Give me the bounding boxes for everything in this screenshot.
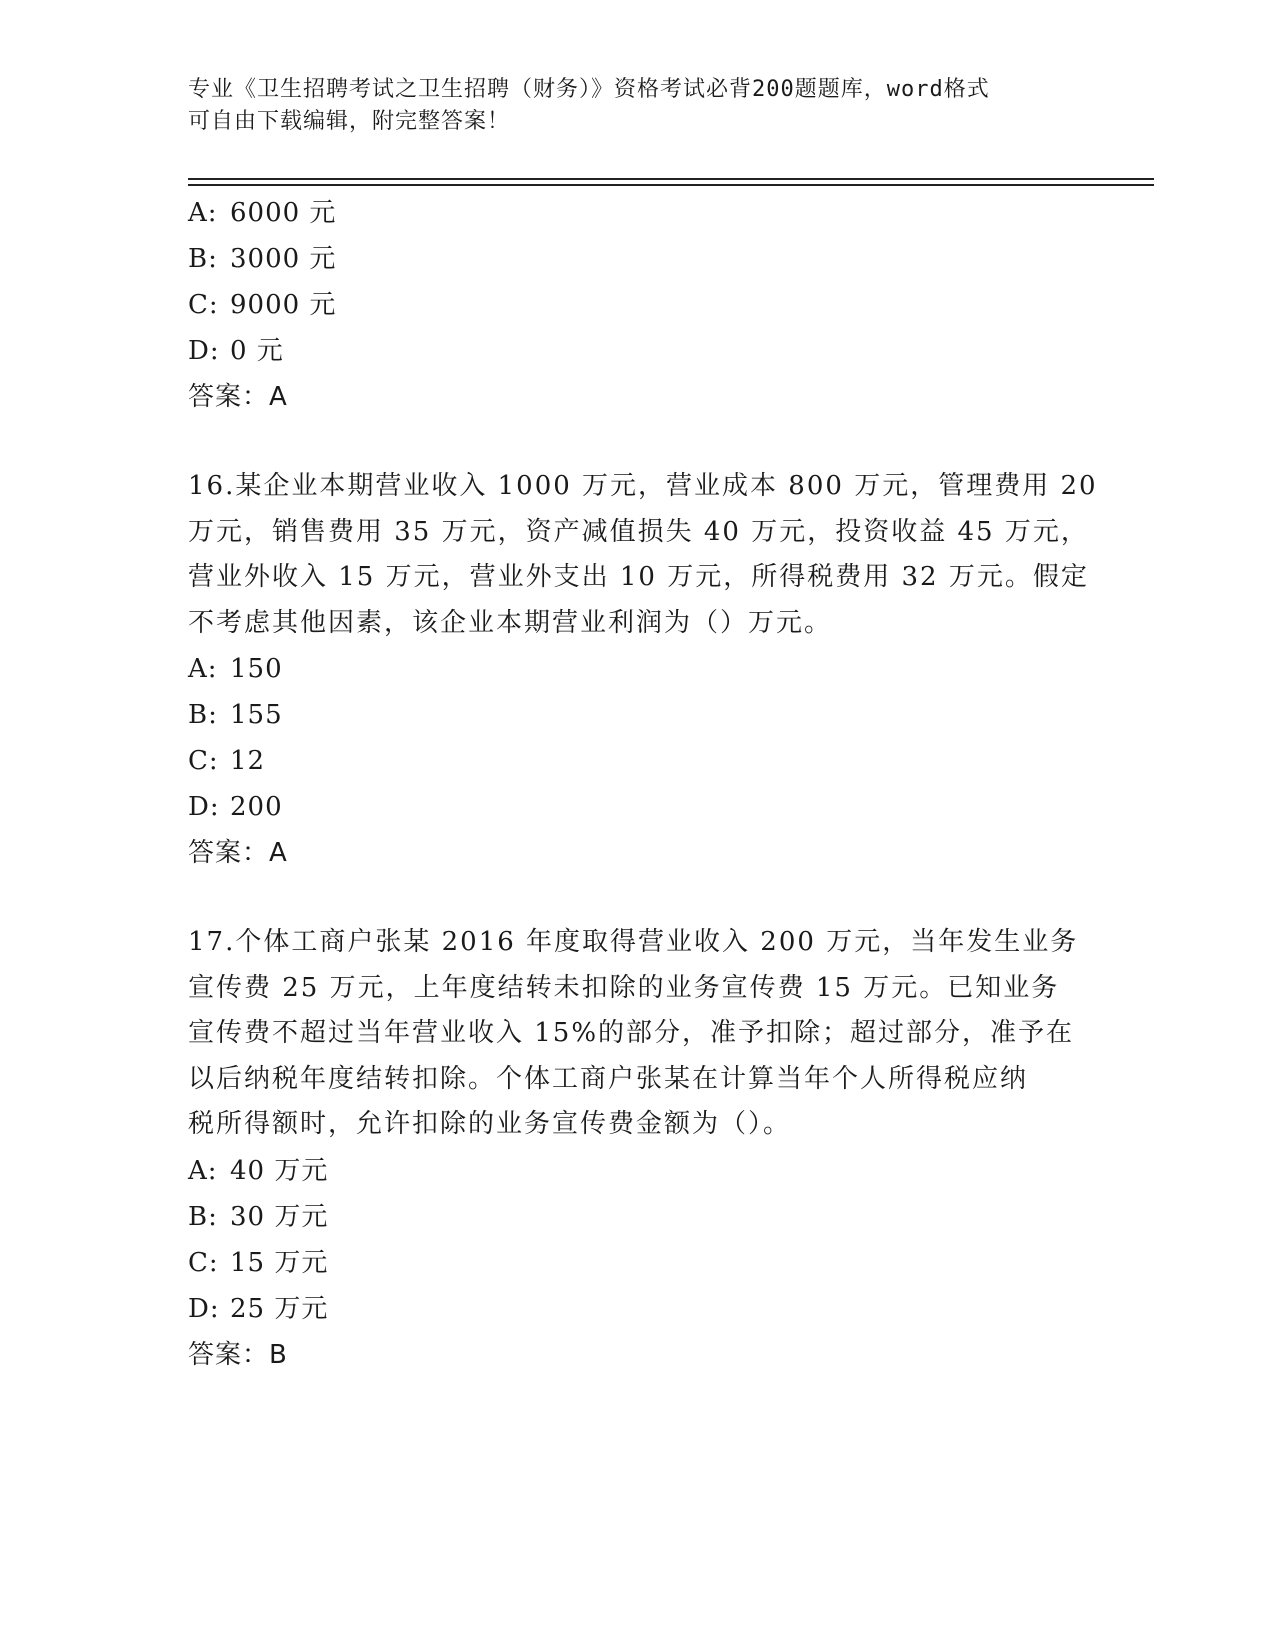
option-a: [188, 190, 1088, 236]
question-16-options: [188, 646, 1088, 876]
option-label: D:: [188, 336, 220, 366]
option-label: A:: [188, 198, 218, 228]
option-text: 0 元: [230, 336, 284, 366]
option-label: D:: [188, 792, 220, 822]
option-label: B:: [188, 244, 218, 274]
answer-line: 答案：A: [188, 382, 288, 412]
option-text: 15 万元: [230, 1247, 329, 1278]
option-label: C:: [188, 1247, 219, 1278]
option-b: [188, 1194, 1088, 1240]
question-line: 16.某企业本期营业收入 1000 万元，营业成本 800 万元，管理费用 20: [188, 471, 1098, 501]
question-line: 以后纳税年度结转扣除。个体工商户张某在计算当年个人所得税应纳: [188, 1063, 1029, 1094]
question-content: [188, 190, 1098, 1378]
option-b: [188, 236, 1088, 282]
header-divider-top: [188, 178, 1154, 180]
option-c: [188, 1240, 1088, 1286]
question-line: 17.个体工商户张某 2016 年度取得营业收入 200 万元，当年发生业务: [188, 927, 1079, 957]
option-text: 150: [230, 654, 283, 684]
question-line: 税所得额时，允许扣除的业务宣传费金额为（）。: [188, 1109, 792, 1139]
option-label: C:: [188, 290, 219, 320]
option-label: A:: [188, 654, 218, 684]
question-line: 不考虑其他因素，该企业本期营业利润为（）万元。: [188, 607, 833, 638]
option-a: [188, 646, 1088, 692]
option-text: 9000 元: [230, 290, 337, 320]
question-line: 营业外收入 15 万元，营业外支出 10 万元，所得税费用 32 万元。假定: [188, 562, 1089, 592]
question-line: 宣传费 25 万元，上年度结转未扣除的业务宣传费 15 万元。已知业务: [188, 972, 1060, 1003]
option-text: 200: [230, 792, 283, 822]
option-label: B:: [188, 1201, 218, 1232]
question-16-stem: [188, 464, 1098, 646]
header-line-2: 可自由下载编辑，附完整答案！: [188, 109, 511, 134]
answer-line: 答案：B: [188, 1339, 288, 1370]
option-c: [188, 738, 1088, 784]
header-line-1: 专业《卫生招聘考试之卫生招聘（财务）》资格考试必背200题题库，word格式: [188, 77, 990, 102]
option-a: [188, 1148, 1088, 1194]
option-label: C:: [188, 746, 219, 776]
answer-line: 答案：A: [188, 838, 288, 868]
option-label: A:: [188, 1155, 218, 1186]
option-d: [188, 784, 1088, 830]
question-line: 万元，销售费用 35 万元，资产减值损失 40 万元，投资收益 45 万元，: [188, 516, 1089, 547]
option-b: [188, 692, 1088, 738]
option-c: [188, 282, 1088, 328]
option-label: B:: [188, 700, 218, 730]
option-text: 3000 元: [230, 244, 337, 274]
option-text: 40 万元: [230, 1155, 329, 1186]
question-17-stem: [188, 920, 1088, 1148]
question-15-options: [188, 190, 1088, 420]
option-d: [188, 1286, 1088, 1332]
option-label: D:: [188, 1293, 220, 1324]
option-text: 25 万元: [230, 1293, 329, 1324]
option-text: 12: [230, 746, 266, 776]
header-divider-bottom: [188, 184, 1154, 186]
option-text: 6000 元: [230, 198, 337, 228]
question-line: 宣传费不超过当年营业收入 15%的部分，准予扣除；超过部分，准予在: [188, 1018, 1075, 1048]
option-text: 155: [230, 700, 283, 730]
option-d: [188, 328, 1088, 374]
question-17-options: [188, 1148, 1088, 1378]
option-text: 30 万元: [230, 1201, 329, 1232]
page-header: [188, 74, 1088, 138]
